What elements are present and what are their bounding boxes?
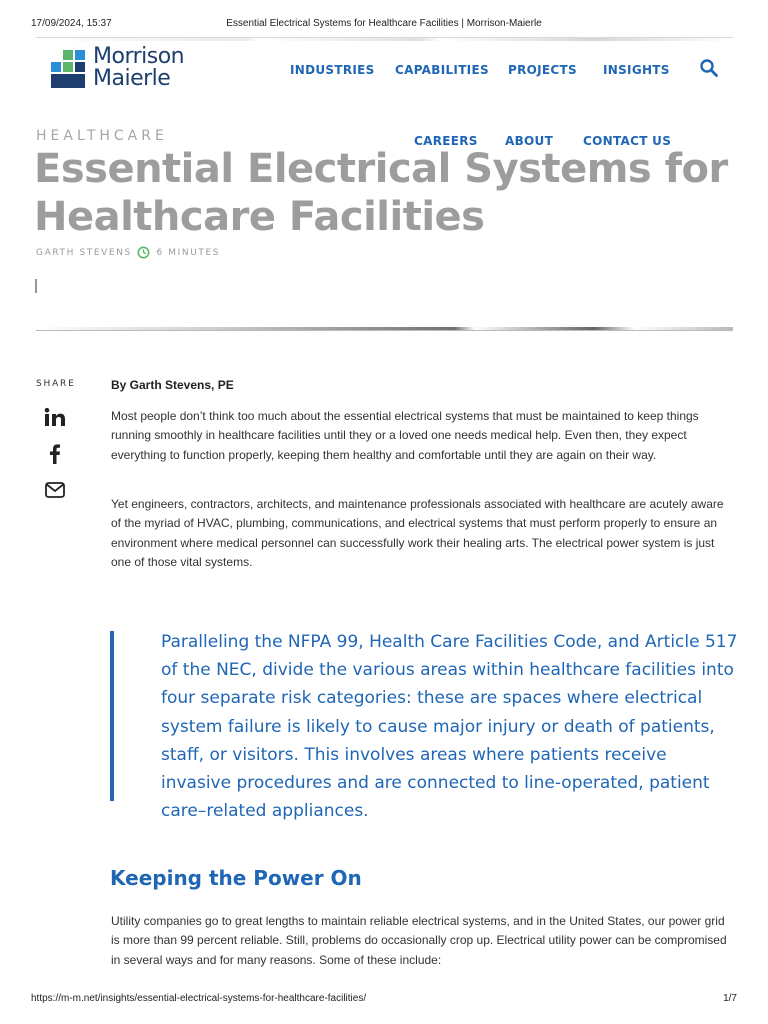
article-paragraph: Yet engineers, contractors, architects, and maintenance professionals associated with healthcare are acutely aware of the myriad of HVAC, plumbing, communications, and electrical systems that must perform properly to ensure an environment where medical personnel can successfully work their healing arts. The electrical power system is just one of those vital systems. bbox=[111, 497, 724, 569]
pull-quote bbox=[110, 631, 738, 822]
search-icon[interactable] bbox=[699, 58, 719, 78]
article-paragraph: Utility companies go to great lengths to maintain reliable electrical systems, and in the United States, our power grid is more than 99 percent reliable. Still, problems do occasionally crop up. Electrical utility power can be compromised in several ways and for many reasons. Some of these include: bbox=[111, 914, 727, 967]
print-doc-title: Essential Electrical Systems for Healthcare Facilities | Morrison-Maierle bbox=[226, 18, 542, 29]
print-url: https://m-m.net/insights/essential-electrical-systems-for-healthcare-facilities/ bbox=[31, 993, 367, 1004]
print-header bbox=[0, 18, 768, 32]
hero-image-strip-bottom bbox=[36, 327, 733, 330]
facebook-icon[interactable] bbox=[43, 442, 67, 466]
nav-industries[interactable]: INDUSTRIES bbox=[290, 63, 375, 77]
hero-marker bbox=[35, 279, 37, 293]
logo-wordmark bbox=[93, 46, 184, 90]
logo-line-2: Maierle bbox=[93, 66, 171, 91]
email-icon[interactable] bbox=[43, 478, 67, 502]
hero-author: GARTH STEVENS bbox=[36, 248, 132, 258]
pull-quote-text: Paralleling the NFPA 99, Health Care Facilities Code, and Article 517 of the NEC, divide the various areas within healthcare facilities into four separate risk categories: these are spaces where electrical system failure is likely to cause major injury or death of patients, staff, or visitors. This involves areas where patients receive invasive procedures and are connected to line-operated, patient care–related appliances. bbox=[161, 632, 738, 822]
nav-about[interactable]: ABOUT bbox=[505, 134, 554, 148]
nav-careers[interactable]: CAREERS bbox=[414, 134, 478, 148]
morrison-maierle-logo[interactable] bbox=[51, 46, 191, 92]
logo-mark-icon bbox=[51, 46, 91, 92]
logo-line-1: Morrison bbox=[93, 44, 185, 69]
section-heading: Keeping the Power On bbox=[110, 866, 362, 890]
article-byline: By Garth Stevens, PE bbox=[111, 378, 234, 392]
print-datetime: 17/09/2024, 15:37 bbox=[31, 18, 112, 29]
hero-image-strip-top bbox=[36, 38, 733, 41]
print-footer bbox=[0, 993, 768, 1007]
clock-icon bbox=[137, 246, 150, 259]
linkedin-icon[interactable] bbox=[43, 406, 67, 430]
page-title: Essential Electrical Systems for Healthcare Facilities bbox=[34, 146, 728, 240]
article-paragraph: Most people don’t think too much about the essential electrical systems that must be maintained to keep things running smoothly in healthcare facilities until they or a loved one needs medical help. Even then, they expect everything to function properly, keeping them healthy and comfortable until they are again on their way. bbox=[111, 409, 699, 462]
nav-insights[interactable]: INSIGHTS bbox=[603, 63, 670, 77]
print-page-number: 1/7 bbox=[723, 993, 737, 1004]
nav-capabilities[interactable]: CAPABILITIES bbox=[395, 63, 489, 77]
nav-contact-us[interactable]: CONTACT US bbox=[583, 134, 672, 148]
nav-projects[interactable]: PROJECTS bbox=[508, 63, 577, 77]
category-eyebrow: HEALTHCARE bbox=[36, 128, 168, 144]
read-time-label: 6 MINUTES bbox=[156, 248, 221, 258]
share-label: SHARE bbox=[36, 379, 76, 389]
read-time bbox=[137, 246, 220, 260]
